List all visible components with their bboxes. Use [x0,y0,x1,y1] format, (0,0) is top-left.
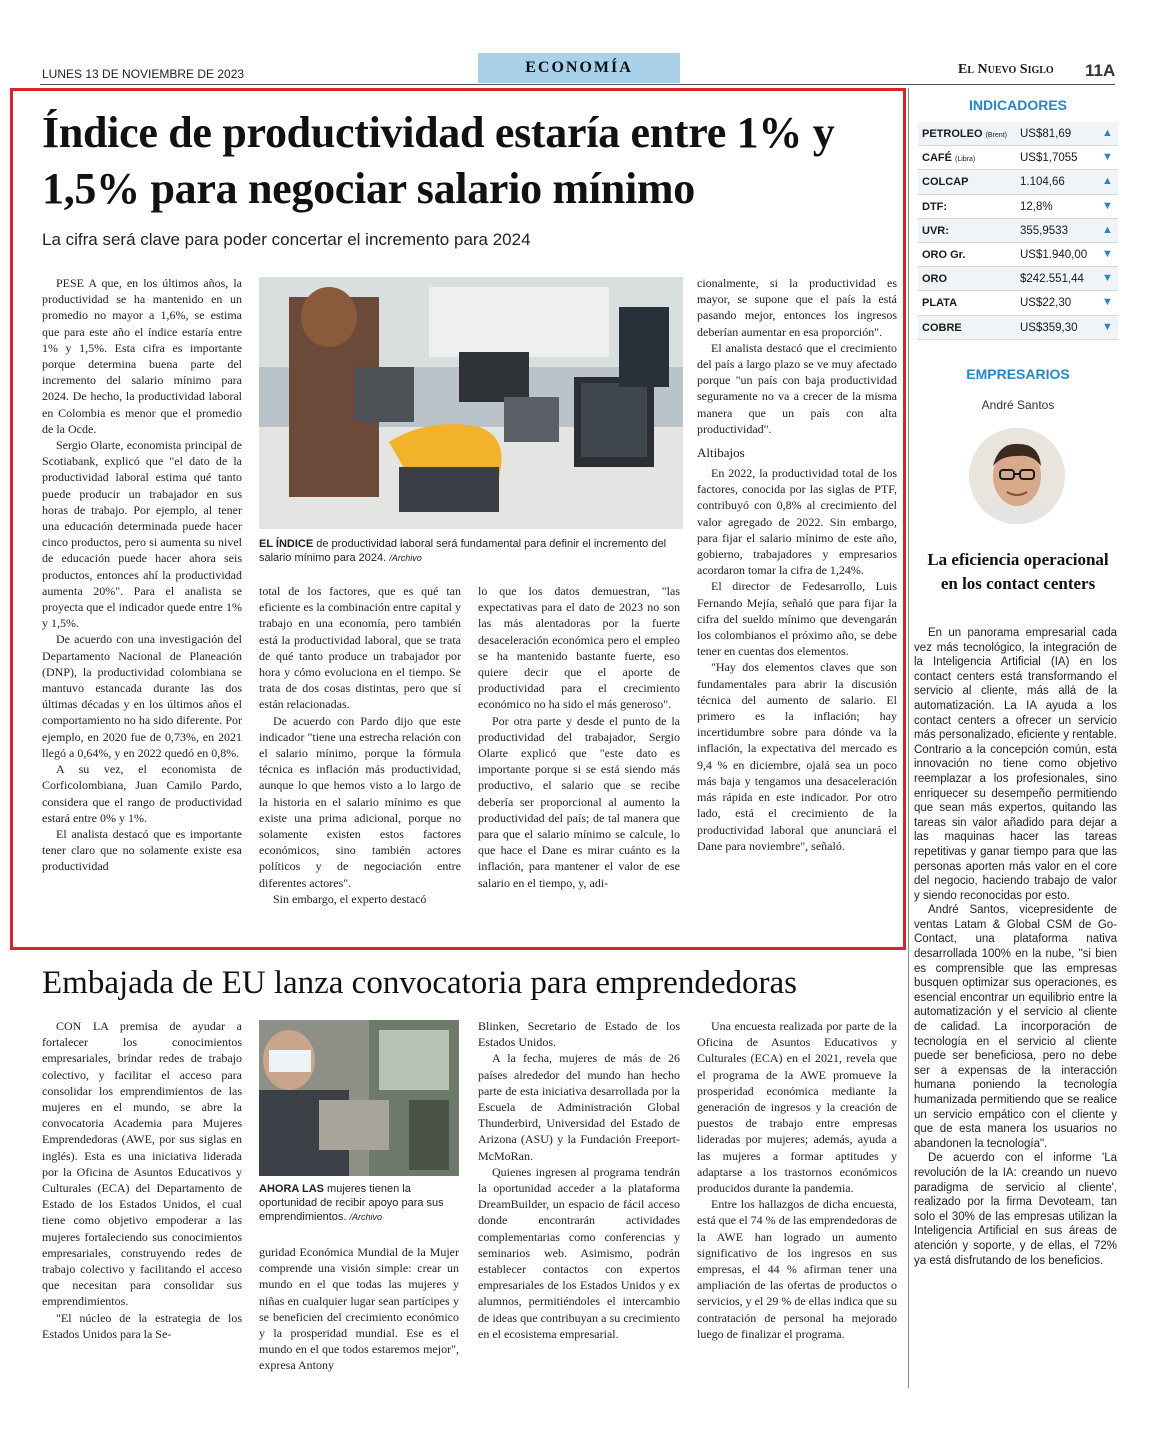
paragraph: De acuerdo con una investigación del Departamento Nacional de Planeación (DNP), la productividad colombiana se mantuvo estancada durante las dos últimas décadas y en los últimos años el comportamiento no ha sido diferente. Por ejemplo, en 2020 fue de 0,73%, en 2021 llegó a 0,64%, y en 2022 quedó en 0,8%. [42,632,242,760]
indicator-value: US$1.940,00 [1020,248,1088,261]
paragraph: En un panorama empresarial cada vez más tecnológico, la integración de la Inteligencia Artificial (IA) en los contact centers está transformando el servicio al cliente, más allá de la automatización. La IA ayuda a los contact centers a ofrecer un servicio más personalizado, eficiente y rentable. Contrario a la concepción común, esta innovación no tiene como objetivo reemplazar a los profesionales, sino enriquecer su desempeño permitiendo que sean más expertos, quitando las tareas sin valor añadido para dejar a las maquinas hacer las tareas repetitivas y ganar tiempo para que las personas aporten más valor en el core del negocio, haciendo trabajo de valor y siendo reconocidas por esto. [914,627,1117,902]
paragraph: El director de Fedesarrollo, Luis Fernando Mejía, señaló que para fijar la cifra del sueldo mínimo que devengarán los colombianos el próximo año, se debe tener en cuentas dos elementos. [697,579,897,659]
header-rule [40,84,1115,85]
indicator-value: 355,9533 [1020,224,1068,237]
indicator-value: US$22,30 [1020,297,1072,310]
indicator-name: PETROLEO [922,128,983,140]
issue-date: LUNES 13 DE NOVIEMBRE DE 2023 [42,67,245,81]
up-arrow-icon: ▲ [1102,175,1113,188]
indicator-name: ORO [922,273,948,286]
article2-column-1 [42,1018,242,1342]
photo-credit: /Archivo [389,553,422,563]
paragraph: En 2022, la productividad total de los factores, conocida por las siglas de PTF, contribuyó con 0,8% al crecimiento del valor agregado de 2022. Sin embargo, para fijar el salario mínimo de este año, gobierno, trabajadores y empresarios acordaron tomar la cifra de 1,24%. [697,466,897,578]
empresarios-title: EMPRESARIOS [966,366,1070,382]
paragraph: De acuerdo con Pardo dijo que este indicador "tiene una estrecha relación con el salario mínimo, porque la fórmula técnica es inflación más productividad, aunque lo que hemos visto a lo largo de la historia en el salario mínimo es que existe una prima adicional, porque no solamente existen estos factores económicos, sino también actores políticos y de negociación entre diferentes actores". [259,713,461,890]
columnist-name: André Santos [981,398,1055,412]
paragraph: guridad Económica Mundial de la Mujer comprende una visión simple: crear un mundo en el que todas las mujeres y niñas en cualquier lugar sean partícipes y se beneficien del crecimiento económico y la prosperidad mundial. Ese es el mundo en el que todos estaremos mejor", expresa Antony [259,1245,459,1373]
article2-column-4 [697,1018,897,1342]
paragraph: PESE A que, en los últimos años, la productividad se ha mantenido en un promedio no mayor a 1,6%, se estima que para este año el índice estaría entre 1% y 1,5%. Esta cifra es importante porque determina buena parte del incremento del salario mínimo para 2024. De hecho, la productividad laboral en Colombia es menor que el promedio de la Ocde. [42,276,242,436]
indicator-name: COBRE [922,321,962,334]
paragraph: "Hay dos elementos claves que son fundamentales para abrir la discusión técnica del aumento de salario. El primero es la inflación; hay incertidumbre sobre para dónde va la inflación, la expectativa del mercado es 9,4 % en diciembre, ojalá sea un poco más baja y tengamos una desaceleración más rápida en este indicador. Por otro lado, está el crecimiento de la productividad laboral que anunciará el Dane para noviembre", señaló. [697,660,897,853]
column-headline: La eficiencia operacional en los contact centers [927,550,1109,593]
indicator-row [918,219,1118,243]
article-column-1 [42,275,242,875]
up-arrow-icon: ▲ [1102,127,1113,139]
paragraph: Entre los hallazgos de dicha encuesta, está que el 74 % de las emprendedoras de la AWE han logrado un aumento significativo de los ingresos en sus empresas, el 44 % afirman tener una ampliación de las ofertas de productos o servicios, y el 29 % de ellas indica que su contratación de personal ha mejorado luego de finalizar el programa. [697,1197,897,1341]
indicators-table [918,122,1118,340]
page-number: 11A [1085,61,1116,80]
indicator-row [918,243,1118,267]
paragraph: A la fecha, mujeres de más de 26 países alrededor del mundo han hecho parte de esta iniciativa desarrollada por la Escuela de Administración Global Thunderbird, Universidad del Estado de Arizona (ASU) y la Fundación Freeport-McMoRan. [478,1051,680,1163]
indicator-value: 1.104,66 [1020,176,1065,189]
indicator-note: (Brent) [985,132,1007,139]
indicator-name: ORO Gr. [922,248,966,261]
paragraph: "El núcleo de la estrategia de los Estados Unidos para la Se- [42,1310,242,1341]
column-body [914,626,1117,1268]
indicator-note: (Libra) [955,156,976,164]
paragraph: El analista destacó que el crecimiento del país a largo plazo se ve muy afectado porque "un país con baja productividad seguramente no va a crecer de la misma manera que un país con alta productividad". [697,340,897,436]
masthead: El Nuevo Siglo [958,62,1054,77]
indicator-name: DTF: [922,200,948,213]
down-arrow-icon: ▼ [1102,296,1113,309]
paragraph: Blinken, Secretario de Estado de los Estados Unidos. [478,1019,680,1050]
paragraph: El analista destacó que es importante tener claro que no solamente existe esa productividad [42,826,242,874]
caption-lead: AHORA LAS [259,1183,324,1195]
paragraph: total de los factores, que es qué tan eficiente es la combinación entre capital y trabajo en una economía, pero también está la productividad laboral, que se trata de qué tanto produce un trabajador por hora y cómo evoluciona en el tiempo. Se trata de dos cosas distintas, pero que sí están relacionadas. [259,584,461,712]
sidebar-divider [908,88,909,1388]
indicator-name: CAFÉ [922,152,952,165]
paragraph: CON LA premisa de ayudar a fortalecer los conocimientos empresariales, brindar redes de trabajo colectivo, y facilitar el acceso para consolidar los emprendimientos de las mujeres en el mundo, se abre la convocatoria Academia para Mujeres Emprendedoras (AWE, por sus siglas en inglés). Esta es una iniciativa liderada por la Oficina de Asuntos Educativos y Culturales (ECA) del Departamento de Estado de los Estados Unidos, el cual tiene como objetivo empoderar a las mujeres fortaleciendo sus conocimientos empresariales, construyendo redes de trabajo colectivo y facilitando el acceso que necesitan para consolidar sus emprendimientos. [42,1019,242,1309]
paragraph: Por otra parte y desde el punto de la productividad del trabajador, Sergio Olarte explicó que "este dato es importante porque si se está siendo más productivo, el salario que se recibe debería ser proporcional al aumento la productividad del país; de tal manera que para que el salario mínimo se calcule, lo que hace el Dane es mirar cuánto es la inflación, para mantener el valor de ese salario en el tiempo, y, adi- [478,713,680,890]
entrepreneur-photo [259,1020,459,1176]
indicator-row [918,170,1118,194]
indicator-name: PLATA [922,297,958,310]
caption-text: de productividad laboral será fundamental para definir el incremento del salario mínimo para 2024. [259,538,667,564]
indicator-row [918,267,1118,291]
subheading: Altibajos [697,445,745,461]
indicator-row [918,146,1118,170]
photo-caption [259,1182,459,1224]
indicator-value: US$359,30 [1020,321,1078,334]
indicator-name: UVR: [922,224,949,237]
down-arrow-icon: ▼ [1102,320,1113,333]
paragraph: Sergio Olarte, economista principal de Scotiabank, explicó que "el dato de la productividad laboral estima qué tanto puede producir un trabajador en sus horas de trabajo. Por ejemplo, al tener una educación determinada puede hacer cinco productos, pero si aumenta su nivel de educación puede hacer ahora seis productos, entonces ahí la productividad aumenta 20%". Para el analista se proyecta que el indicador quede entre 1% y 1,5%. [42,438,242,631]
paragraph: A su vez, el economista de Corficolombiana, Juan Camilo Pardo, considera que el rango de productividad estará entre 0% y 1%. [42,762,242,825]
paragraph: Una encuesta realizada por parte de la Oficina de Asuntos Educativos y Culturales (ECA) en el 2021, revela que el programa de la AWE promueve la prosperidad económica mediante la generación de ingresos y la creación de puestos de trabajo entre empresas lideradas por mujeres; además, ayuda a las mujeres a formar aptitudes y adaptarse a los trastornos económicos producidos durante la pandemia. [697,1019,897,1196]
caption-lead: EL ÍNDICE [259,538,314,550]
paragraph: Sin embargo, el experto destacó [273,891,427,906]
article-headline: Índice de productividad estaría entre 1% y 1,5% para negociar salario mínimo [42,108,835,213]
indicators-title: INDICADORES [968,97,1067,113]
photo-credit: /Archivo [349,1212,383,1222]
caption-text: mujeres tienen la oportunidad de recibir apoyo para sus emprendimientos. [259,1183,444,1223]
indicator-row [918,291,1118,315]
indicator-value: 12,8% [1020,200,1053,213]
indicator-name: COLCAP [922,176,969,189]
indicator-value: US$81,69 [1020,128,1072,140]
article2-column-3 [478,1018,680,1342]
article-deck: La cifra será clave para poder concertar el incremento para 2024 [42,230,531,249]
article-column-3 [478,583,680,891]
paragraph: lo que los datos demuestran, "las expectativas para el dato de 2023 no son las más alentadoras por la fuerte desaceleración económica pero el empleo se ha mantenido bastante fuerte, eso quiere decir que el aporte de productividad para el crecimiento económico no ha sido el más generoso". [478,584,680,712]
indicator-value: $242.551,44 [1020,273,1084,286]
indicator-row [918,316,1118,340]
office-photo [259,277,683,529]
article-column-4 [697,275,897,854]
section-label: ECONOMÍA [478,53,680,83]
down-arrow-icon: ▼ [1102,151,1113,164]
indicator-row [918,122,1118,146]
paragraph: Quienes ingresen al programa tendrán la oportunidad acceder a la plataforma DreamBuilder, un espacio de fácil acceso donde encontrarán actividades complementarias como conferencias y seminarios web. Asimismo, podrán establecer contactos con expertos empresariales de los Estados Unidos y ex alumnos, permitiéndoles el intercambio de ideas que contribuyan a su crecimiento en el ecosistema empresarial. [478,1164,680,1341]
down-arrow-icon: ▼ [1102,247,1113,260]
down-arrow-icon: ▼ [1102,272,1113,285]
paragraph: De acuerdo con el informe 'La revolución de la IA: creando un nuevo paradigma de servicio al cliente', realizado por la firma Devoteam, tan solo el 30% de las empresas utilizan la Inteligencia Artificial en sus áreas de atención y soporte, y de ellas, el 72% ya está disfrutando de los beneficios. [914,1152,1117,1267]
paragraph: cionalmente, si la productividad es mayor, se supone que el país la está pasando mejor, entonces los ingresos deberían aumentar en esa proporción". [697,276,897,339]
up-arrow-icon: ▲ [1102,223,1113,236]
article-column-2 [259,583,461,907]
paragraph: André Santos, vicepresidente de ventas Latam & Global CSM de Go-Contact, una plataforma nativa desarrollada 100% en la nube, "si bien es comprensible que las empresas busquen optimizar sus operaciones, es esencial encontrar un equilibrio entre la automatización y el servicio al cliente de calidad. La incorporación de tecnología en el servicio al cliente puede ser beneficiosa, pero no debe ser a expensas de la interacción humana poniendo la tecnología humanizada permitiendo que se realice un servicio empático con el cliente y que de esta manera los usuarios no abandonen la tecnología". [914,904,1117,1150]
down-arrow-icon: ▼ [1102,199,1113,212]
indicator-value: US$1,7055 [1020,152,1078,165]
article2-column-2 [259,1244,459,1374]
columnist-portrait [969,428,1065,524]
photo-caption [259,537,683,565]
indicator-row [918,195,1118,219]
article2-headline: Embajada de EU lanza convocatoria para emprendedoras [42,965,797,1001]
